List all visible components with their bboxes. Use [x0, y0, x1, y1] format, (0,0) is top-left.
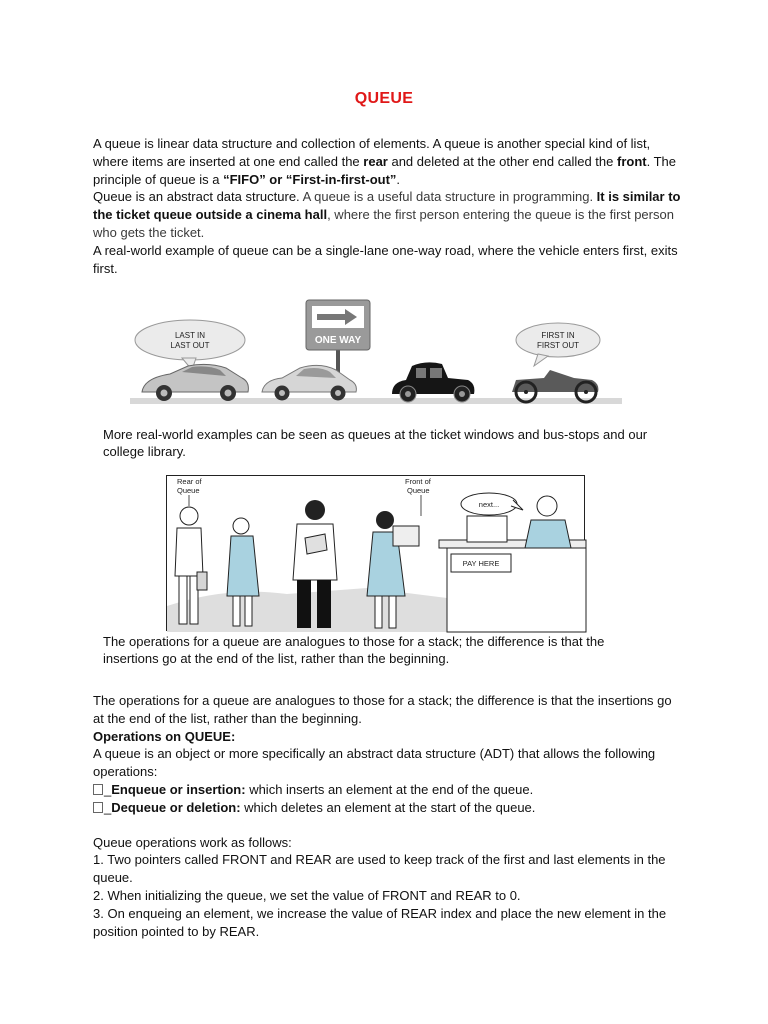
dequeue-item [93, 799, 683, 817]
intro-section [93, 135, 683, 277]
cash-register [467, 516, 507, 542]
work-heading: Queue operations work as follows: [93, 834, 292, 850]
fifo-term: “FIFO” or “First-in-first-out” [223, 171, 397, 187]
bullet-icon [93, 784, 103, 795]
intro-text: and deleted at the other end called the [387, 153, 617, 169]
front-label-line1: Front of [405, 477, 431, 486]
intro-text: A queue is linear data structure and collection of elements. A queue is another special kind of list, where items are inserted at one end called the [93, 136, 651, 169]
enqueue-term: Enqueue or insertion: [111, 781, 246, 797]
step-3: 3. On enqueing an element, we increase the value of REAR index and place the new element in the position pointed to by REAR. [93, 905, 667, 939]
body-paragraph-1: The operations for a queue are analogues to those for a stack; the difference is that the insertions go at the end of the list, rather than the beginning. [93, 693, 672, 726]
rear-term: rear [363, 153, 388, 169]
figure1-caption: More real-world examples can be seen as queues at the ticket windows and bus-stops and our college library. [103, 427, 648, 459]
operations-heading: Operations on QUEUE: [93, 728, 236, 744]
counter-sign-text: PAY HERE [462, 559, 500, 568]
front-term: front [616, 153, 647, 169]
bubble-left-line1: LAST IN [174, 331, 206, 340]
rear-label-line2: Queue [177, 486, 200, 495]
intro-paragraph-1 [93, 135, 683, 188]
body-paragraph-2: A queue is an object or more specifically an abstract data structure (ADT) that allows the following operations: [93, 746, 656, 780]
rear-label-line1: Rear of [177, 477, 202, 486]
step-2: 2. When initializing the queue, we set the value of FRONT and REAR to 0. [93, 887, 521, 903]
intro-paragraph-3: A real-world example of queue can be a single-lane one-way road, where the vehicle enters first, exits first. [93, 242, 678, 276]
dequeue-description: which deletes an element at the start of the queue. [240, 799, 536, 815]
bullet-icon [93, 802, 103, 813]
old-roadster-car [512, 370, 598, 402]
speech-bubble [461, 493, 523, 515]
dequeue-term: Dequeue or deletion: [111, 799, 241, 815]
intro-text: . The principle of queue is a [93, 153, 676, 187]
paragraph-spacer [93, 817, 683, 834]
bubble-left-line2: LAST OUT [170, 341, 210, 350]
ticket-queue-illustration [166, 475, 585, 631]
sedan-car [262, 365, 356, 400]
intro-text: Queue is an abstract data structure. [93, 189, 303, 205]
bubble-right-line2: FIRST OUT [536, 341, 580, 350]
front-label-line2: Queue [407, 486, 430, 495]
enqueue-description: which inserts an element at the end of the queue. [245, 781, 534, 797]
page-title: QUEUE [354, 90, 414, 107]
vintage-black-car [392, 362, 474, 402]
bullet-prefix: _ [104, 799, 112, 815]
cashier [525, 496, 571, 548]
queue-drawing [167, 476, 586, 632]
intro-paragraph-2 [93, 188, 683, 241]
bubble-right-line1: FIRST IN [541, 331, 575, 340]
bubble-left [135, 320, 245, 370]
intro-text: , where the first person entering the queue is the first person who gets the ticket. [93, 207, 674, 240]
speech-text: next... [478, 500, 500, 509]
step-1: 1. Two pointers called FRONT and REAR are used to keep track of the first and last elements in the queue. [93, 852, 666, 886]
intro-text: A queue is a useful data structure in programming. [302, 189, 597, 205]
sign-text: ONE WAY [314, 335, 362, 346]
figure2-caption: The operations for a queue are analogues to those for a stack; the difference is that the insertions go at the end of the list, rather than the beginning. [103, 634, 605, 666]
operations-section [93, 692, 683, 940]
one-way-road-illustration [130, 296, 622, 414]
cinema-hall-phrase: It is similar to the ticket queue outside a cinema hall [93, 189, 681, 223]
bubble-right [516, 323, 600, 366]
bullet-prefix: _ [104, 781, 112, 797]
enqueue-item [93, 781, 683, 799]
intro-text: . [396, 171, 401, 187]
road [130, 398, 622, 404]
sports-car [142, 364, 248, 401]
